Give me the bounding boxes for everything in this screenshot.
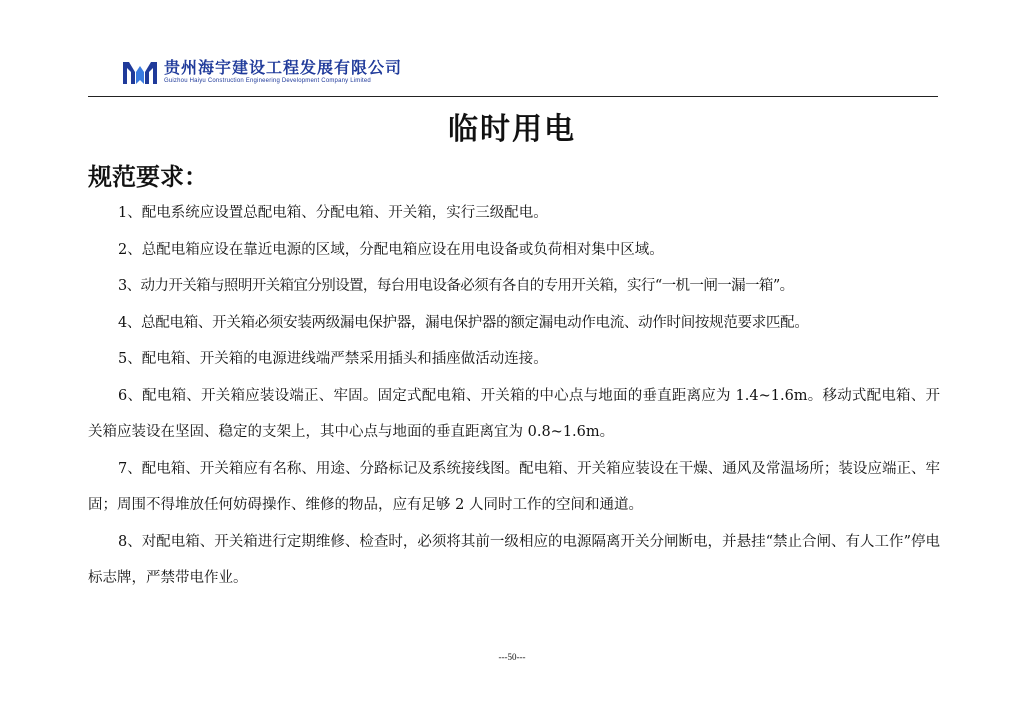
hy-logo-icon (122, 58, 158, 86)
page-title: 临时用电 (448, 112, 576, 147)
list-item: 6、配电箱、开关箱应装设端正、牢固。固定式配电箱、开关箱的中心点与地面的垂直距离应为 1.4~1.6m。移动式配电箱、开关箱应装设在坚固、稳定的支架上，其中心点与地面的垂直距离宜为 0.8~1.6m。 (88, 387, 940, 440)
list-item: 7、配电箱、开关箱应有名称、用途、分路标记及系统接线图。配电箱、开关箱应装设在干燥、通风及常温场所；装设应端正、牢固；周围不得堆放任何妨碍操作、维修的物品，应有足够 2 人同时工作的空间和通道。 (88, 460, 940, 513)
list-item: 3、动力开关箱与照明开关箱宜分别设置，每台用电设备必须有各自的专用开关箱，实行“一机一闸一漏一箱”。 (118, 278, 794, 294)
list-item: 2、总配电箱应设在靠近电源的区域，分配电箱应设在用电设备或负荷相对集中区域。 (118, 241, 664, 258)
company-block (164, 59, 402, 85)
list-item: 4、总配电箱、开关箱必须安装两级漏电保护器，漏电保护器的额定漏电动作电流、动作时间按规范要求匹配。 (118, 314, 809, 331)
page-header (122, 58, 402, 86)
section-heading: 规范要求： (88, 163, 208, 191)
company-name: 贵州海宇建设工程发展有限公司 (164, 58, 403, 77)
list-item: 1、配电系统应设置总配电箱、分配电箱、开关箱，实行三级配电。 (118, 205, 548, 221)
list-item: 8、对配电箱、开关箱进行定期维修、检查时，必须将其前一级相应的电源隔离开关分闸断电，并悬挂“禁止合闸、有人工作”停电标志牌，严禁带电作业。 (88, 533, 940, 586)
page-number: ---50--- (498, 652, 526, 662)
company-english-name: Guizhou Haiyu Construction Engineering Development Company Limited (164, 78, 371, 84)
header-divider (88, 96, 938, 97)
requirements-list (88, 195, 940, 597)
list-item: 5、配电箱、开关箱的电源进线端严禁采用插头和插座做活动连接。 (118, 351, 548, 367)
